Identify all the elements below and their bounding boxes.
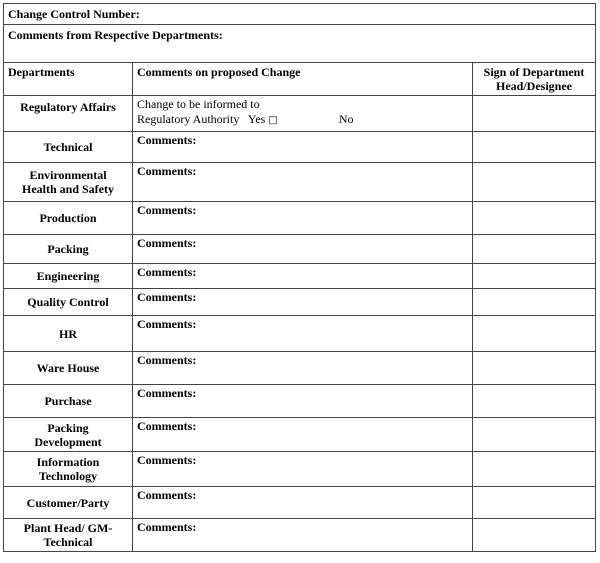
column-header-comments: Comments on proposed Change (133, 63, 473, 96)
sign-cell[interactable] (473, 316, 596, 352)
no-label: No (338, 112, 354, 126)
yes-label: Yes (247, 112, 266, 126)
comment-cell[interactable]: Comments: (133, 163, 473, 202)
comment-cell[interactable]: Comments: (133, 202, 473, 235)
comment-cell[interactable]: Comments: (133, 289, 473, 316)
department-name: Ware House (4, 352, 133, 385)
column-header-departments: Departments (4, 63, 133, 96)
comment-cell[interactable]: Comments: (133, 452, 473, 487)
department-name: Plant Head/ GM- Technical (4, 519, 133, 552)
department-name: Production (4, 202, 133, 235)
sign-cell[interactable] (473, 487, 596, 519)
sign-cell[interactable] (473, 163, 596, 202)
table-row (4, 316, 596, 352)
sign-cell[interactable] (473, 519, 596, 552)
sign-cell[interactable] (473, 96, 596, 132)
table-row (4, 202, 596, 235)
change-control-number-label: Change Control Number: (8, 7, 140, 21)
comment-cell[interactable]: Comments: (133, 385, 473, 418)
comment-cell[interactable]: Comments: (133, 132, 473, 163)
comment-cell[interactable]: Comments: (133, 316, 473, 352)
department-name: Information Technology (4, 452, 133, 487)
sign-cell[interactable] (473, 352, 596, 385)
table-row (4, 452, 596, 487)
sign-cell[interactable] (473, 452, 596, 487)
table-row (4, 132, 596, 163)
table-row (4, 352, 596, 385)
table-row (4, 385, 596, 418)
table-row (4, 487, 596, 519)
yes-checkbox[interactable]: □ (268, 115, 278, 126)
comment-cell[interactable]: Comments: (133, 519, 473, 552)
department-name: Customer/Party (4, 487, 133, 519)
department-name: Packing Development (4, 418, 133, 452)
department-name: Quality Control (4, 289, 133, 316)
sign-cell[interactable] (473, 289, 596, 316)
department-name: Packing (4, 235, 133, 264)
sign-cell[interactable] (473, 418, 596, 452)
department-name: Technical (4, 132, 133, 163)
comments-section-label: Comments from Respective Departments: (8, 28, 223, 42)
comments-section-header (4, 25, 596, 63)
sign-cell[interactable] (473, 385, 596, 418)
sign-cell[interactable] (473, 202, 596, 235)
sign-cell[interactable] (473, 264, 596, 289)
department-name: Purchase (4, 385, 133, 418)
table-row (4, 418, 596, 452)
department-name: Engineering (4, 264, 133, 289)
table-row (4, 163, 596, 202)
comment-cell[interactable]: Comments: (133, 235, 473, 264)
change-control-number-field[interactable] (4, 4, 596, 25)
column-header-sign: Sign of Department Head/Designee (473, 63, 596, 96)
comment-cell[interactable]: Comments: (133, 352, 473, 385)
department-name: Environmental Health and Safety (4, 163, 133, 202)
sign-cell[interactable] (473, 132, 596, 163)
department-name: HR (4, 316, 133, 352)
table-row (4, 519, 596, 552)
comment-cell[interactable]: Comments: (133, 487, 473, 519)
department-name: Regulatory Affairs (4, 96, 133, 132)
table-row (4, 264, 596, 289)
table-row (4, 96, 596, 132)
sign-cell[interactable] (473, 235, 596, 264)
comment-cell[interactable]: Comments: (133, 264, 473, 289)
regulatory-comment-cell[interactable]: Change to be informed to Regulatory Authority Yes □ No (133, 96, 473, 132)
change-control-form (3, 3, 596, 552)
table-row (4, 289, 596, 316)
comment-cell[interactable]: Comments: (133, 418, 473, 452)
table-row (4, 235, 596, 264)
